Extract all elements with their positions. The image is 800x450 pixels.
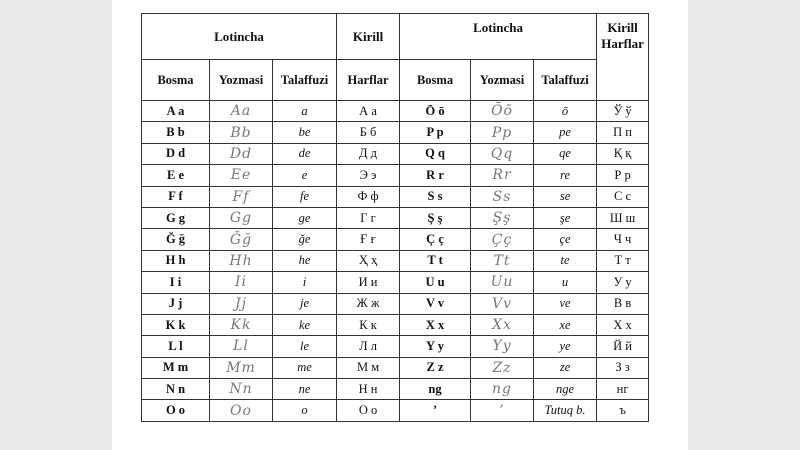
table-row <box>142 143 649 164</box>
kirill-cell: Ф ф <box>337 186 400 207</box>
talaffuzi-cell: be <box>273 122 337 143</box>
table-row <box>142 379 649 400</box>
bosma-cell-right: S s <box>400 186 471 207</box>
bosma-cell-right: Ş ş <box>400 207 471 228</box>
table-row <box>142 357 649 378</box>
col-header-yozmasi: Yozmasi <box>210 60 273 101</box>
talaffuzi-cell: fe <box>273 186 337 207</box>
yozmasi-cell: Dd <box>210 143 273 164</box>
bosma-cell-right: ’ <box>400 400 471 421</box>
yozmasi-cell-right: Şş <box>471 207 534 228</box>
yozmasi-cell-right: Vv <box>471 293 534 314</box>
col-header-harflar: Harflar <box>337 60 400 101</box>
bosma-cell-right: ng <box>400 379 471 400</box>
kirill-cell: Б б <box>337 122 400 143</box>
yozmasi-cell: Hh <box>210 250 273 271</box>
kirill-cell: Г г <box>337 207 400 228</box>
yozmasi-cell: Oo <box>210 400 273 421</box>
kirill-cell: Д д <box>337 143 400 164</box>
yozmasi-cell: Jj <box>210 293 273 314</box>
bosma-cell: Ğ ğ <box>142 229 210 250</box>
harflar-label-right: Harflar <box>601 36 644 51</box>
table-row <box>142 336 649 357</box>
col-header-talaffuzi-right: Talaffuzi <box>534 60 597 101</box>
kirill-cell-right: ъ <box>597 400 649 421</box>
table-row <box>142 293 649 314</box>
kirill-cell: О о <box>337 400 400 421</box>
kirill-cell: Ҳ ҳ <box>337 250 400 271</box>
table-row <box>142 229 649 250</box>
bosma-cell: O o <box>142 400 210 421</box>
bosma-cell-right: Z z <box>400 357 471 378</box>
talaffuzi-cell-right: te <box>534 250 597 271</box>
bosma-cell-right: X x <box>400 314 471 335</box>
talaffuzi-cell: me <box>273 357 337 378</box>
table-row <box>142 165 649 186</box>
table-row <box>142 400 649 421</box>
talaffuzi-cell-right: qe <box>534 143 597 164</box>
talaffuzi-cell: je <box>273 293 337 314</box>
bosma-cell: M m <box>142 357 210 378</box>
kirill-cell-right: Й й <box>597 336 649 357</box>
bosma-cell-right: Q q <box>400 143 471 164</box>
kirill-cell-right: Ў ў <box>597 101 649 122</box>
yozmasi-cell: Ll <box>210 336 273 357</box>
yozmasi-cell-right: Yy <box>471 336 534 357</box>
talaffuzi-cell-right: ye <box>534 336 597 357</box>
talaffuzi-cell-right: şe <box>534 207 597 228</box>
col-header-yozmasi-right: Yozmasi <box>471 60 534 101</box>
talaffuzi-cell-right: Tutuq b. <box>534 400 597 421</box>
talaffuzi-cell: e <box>273 165 337 186</box>
kirill-cell: Ж ж <box>337 293 400 314</box>
yozmasi-cell-right: ng <box>471 379 534 400</box>
table-row <box>142 314 649 335</box>
table-row <box>142 122 649 143</box>
talaffuzi-cell: le <box>273 336 337 357</box>
kirill-cell-right: нг <box>597 379 649 400</box>
kirill-cell-right: Х х <box>597 314 649 335</box>
cyrillic-group-label-right: Kirill <box>607 20 638 35</box>
kirill-cell-right: П п <box>597 122 649 143</box>
talaffuzi-cell: de <box>273 143 337 164</box>
bosma-cell: B b <box>142 122 210 143</box>
kirill-cell: К к <box>337 314 400 335</box>
talaffuzi-cell: ne <box>273 379 337 400</box>
yozmasi-cell-right: Pp <box>471 122 534 143</box>
kirill-cell-right: В в <box>597 293 649 314</box>
kirill-cell: М м <box>337 357 400 378</box>
yozmasi-cell-right: Uu <box>471 272 534 293</box>
kirill-cell: Э э <box>337 165 400 186</box>
kirill-cell: Н н <box>337 379 400 400</box>
talaffuzi-cell-right: u <box>534 272 597 293</box>
alphabet-rows <box>142 101 649 422</box>
latin-group-header-right: Lotincha <box>400 14 597 60</box>
kirill-cell-right: Қ қ <box>597 143 649 164</box>
bosma-cell: L l <box>142 336 210 357</box>
yozmasi-cell: Ee <box>210 165 273 186</box>
talaffuzi-cell-right: xe <box>534 314 597 335</box>
kirill-cell: Л л <box>337 336 400 357</box>
bosma-cell: I i <box>142 272 210 293</box>
talaffuzi-cell-right: ze <box>534 357 597 378</box>
kirill-cell-right: Ч ч <box>597 229 649 250</box>
talaffuzi-cell-right: pe <box>534 122 597 143</box>
yozmasi-cell: Gg <box>210 207 273 228</box>
bosma-cell: A a <box>142 101 210 122</box>
bosma-cell: G g <box>142 207 210 228</box>
table-row <box>142 101 649 122</box>
bosma-cell-right: T t <box>400 250 471 271</box>
bosma-cell: H h <box>142 250 210 271</box>
yozmasi-cell-right: Qq <box>471 143 534 164</box>
talaffuzi-cell-right: ō <box>534 101 597 122</box>
yozmasi-cell: Bb <box>210 122 273 143</box>
yozmasi-cell-right: Zz <box>471 357 534 378</box>
yozmasi-cell-right: Ss <box>471 186 534 207</box>
table-row <box>142 272 649 293</box>
talaffuzi-cell-right: ve <box>534 293 597 314</box>
talaffuzi-cell-right: nge <box>534 379 597 400</box>
bosma-cell: K k <box>142 314 210 335</box>
cyrillic-harflar-header-right <box>597 14 649 101</box>
talaffuzi-cell-right: re <box>534 165 597 186</box>
yozmasi-cell-right: Tt <box>471 250 534 271</box>
yozmasi-cell: Nn <box>210 379 273 400</box>
talaffuzi-cell: he <box>273 250 337 271</box>
talaffuzi-cell: ge <box>273 207 337 228</box>
talaffuzi-cell-right: çe <box>534 229 597 250</box>
kirill-cell-right: С с <box>597 186 649 207</box>
yozmasi-cell: Ff <box>210 186 273 207</box>
talaffuzi-cell-right: se <box>534 186 597 207</box>
talaffuzi-cell: ke <box>273 314 337 335</box>
alphabet-table <box>141 13 649 422</box>
yozmasi-cell: Kk <box>210 314 273 335</box>
col-header-bosma: Bosma <box>142 60 210 101</box>
yozmasi-cell-right: Xx <box>471 314 534 335</box>
cyrillic-group-header: Kirill <box>337 14 400 60</box>
table-row <box>142 207 649 228</box>
kirill-cell-right: У у <box>597 272 649 293</box>
kirill-cell: И и <box>337 272 400 293</box>
column-header-row <box>142 60 649 101</box>
yozmasi-cell-right: Ōō <box>471 101 534 122</box>
bosma-cell: N n <box>142 379 210 400</box>
yozmasi-cell: Mm <box>210 357 273 378</box>
kirill-cell-right: Ш ш <box>597 207 649 228</box>
talaffuzi-cell: ğe <box>273 229 337 250</box>
latin-group-header: Lotincha <box>142 14 337 60</box>
yozmasi-cell: Ğğ <box>210 229 273 250</box>
table-row <box>142 186 649 207</box>
bosma-cell-right: P p <box>400 122 471 143</box>
bosma-cell-right: Ō ō <box>400 101 471 122</box>
yozmasi-cell: Ii <box>210 272 273 293</box>
bosma-cell-right: U u <box>400 272 471 293</box>
col-header-talaffuzi: Talaffuzi <box>273 60 337 101</box>
yozmasi-cell: Aa <box>210 101 273 122</box>
kirill-cell: Ғ ғ <box>337 229 400 250</box>
col-header-bosma-right: Bosma <box>400 60 471 101</box>
talaffuzi-cell: o <box>273 400 337 421</box>
table-row <box>142 250 649 271</box>
kirill-cell: А а <box>337 101 400 122</box>
bosma-cell: E e <box>142 165 210 186</box>
bosma-cell: J j <box>142 293 210 314</box>
talaffuzi-cell: a <box>273 101 337 122</box>
bosma-cell-right: Y y <box>400 336 471 357</box>
kirill-cell-right: З з <box>597 357 649 378</box>
kirill-cell-right: Р р <box>597 165 649 186</box>
talaffuzi-cell: i <box>273 272 337 293</box>
group-header-row <box>142 14 649 60</box>
bosma-cell: F f <box>142 186 210 207</box>
yozmasi-cell-right: Rr <box>471 165 534 186</box>
yozmasi-cell-right: ’ <box>471 400 534 421</box>
yozmasi-cell-right: Çç <box>471 229 534 250</box>
bosma-cell-right: R r <box>400 165 471 186</box>
kirill-cell-right: Т т <box>597 250 649 271</box>
bosma-cell: D d <box>142 143 210 164</box>
bosma-cell-right: V v <box>400 293 471 314</box>
bosma-cell-right: Ç ç <box>400 229 471 250</box>
